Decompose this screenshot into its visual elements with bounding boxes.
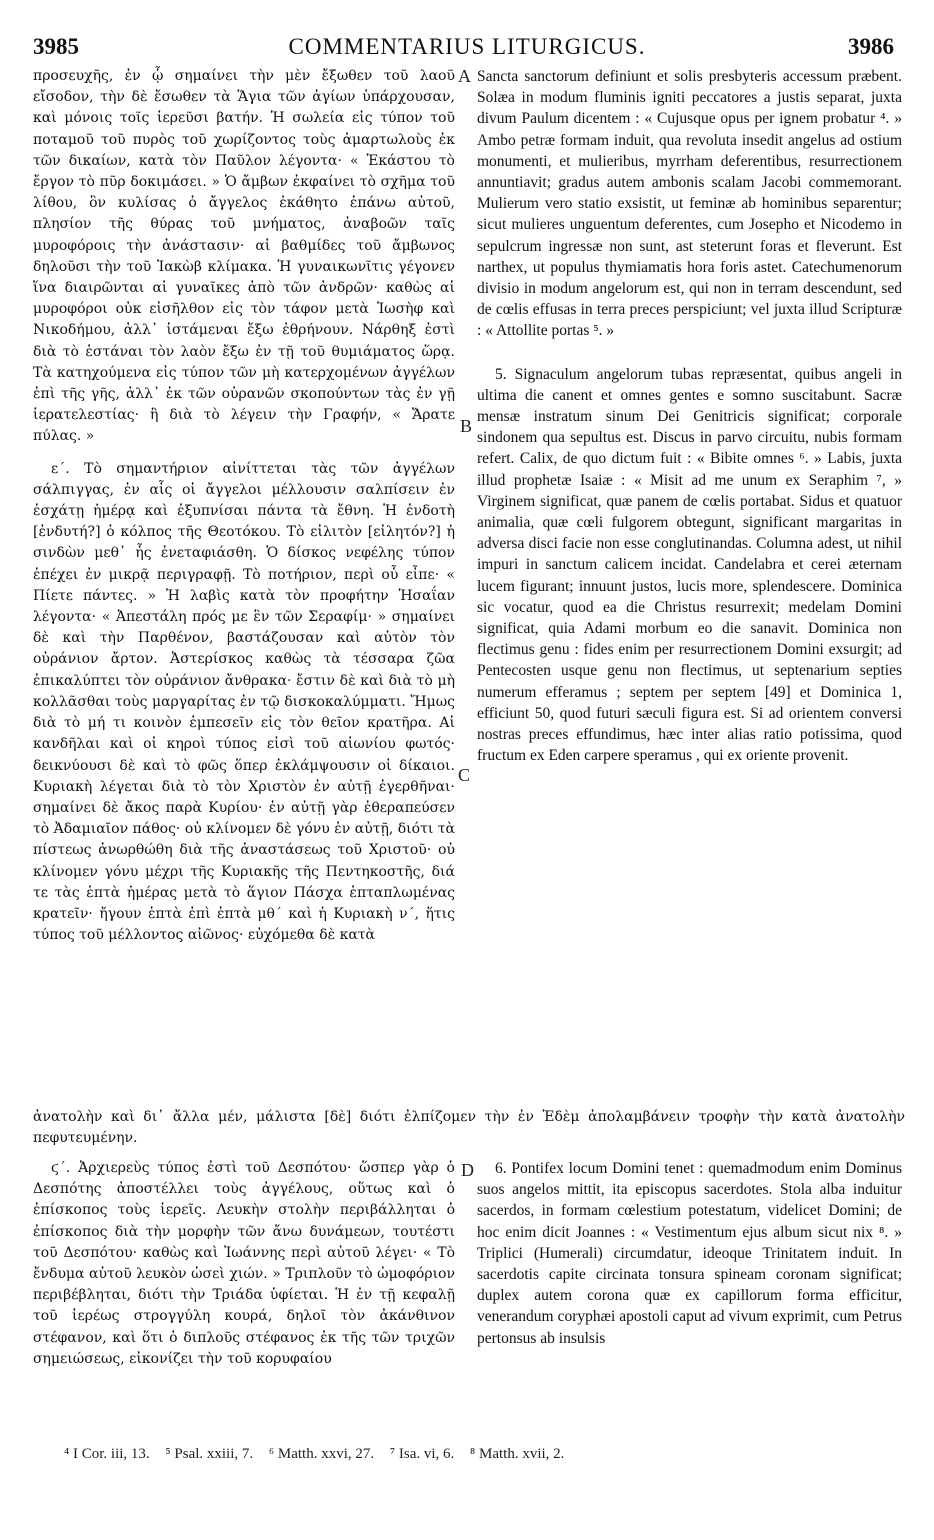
page-number-left: 3985: [33, 34, 79, 59]
margin-marker-b: B: [460, 416, 473, 436]
footnote-4: ⁴ I Cor. iii, 13.: [64, 1446, 150, 1462]
greek-paragraph-5: ε΄. Τὸ σημαντήριον αἰνίττεται τὰς τῶν ἀγγέλων σάλπιγγας, ἐν αἷς οἱ ἄγγελοι μέλλουσιν σαλπίσειν ἐν ἐσχάτῃ ἡμέρᾳ καὶ ἐξυπνίσαι πάντα τὰ ἔθνη. Ἡ ἐνδοτὴ [ἐνδυτή?] ὁ κόλπος τῆς Θεοτόκου. Τὸ εἰλιτὸν [εἰλητόν?] ἡ σινδὼν μεθ᾽ ἧς ἐνεταφιάσθη. Ὁ δίσκος νεφέλης τύπον ἐπέχει ἐν μικρᾷ περιγραφῇ. Τὸ ποτήριον, περὶ οὗ εἶπε· « Πίετε πάντες. » Ἡ λαβὶς κατὰ τὸν προφήτην Ἡσαΐαν λέγοντα· « Ἀπεστάλη πρός με ἓν τῶν Σεραφίμ· » σημαίνει δὲ καὶ τὴν Παρθένον, βαστάζουσαν καὶ αὐτὸν τὸν οὐράνιον ἄρτον. Ἀστερίσκος καθὼς τὰ τέσσαρα ζῶα ἐπικαλύπτει τὸν οὐράνιον ἄνθρακα· ἔστιν δὲ καὶ διὰ τὸ μὴ κολλᾶσθαι τοὺς μαργαρίτας ἐν τῷ δισκοκαλύμματι. Ἤμως διὰ τὸ μή τι κοινὸν ἐμπεσεῖν εἰς τὸν θεῖον κρατῆρα. Αἱ κανδῆλαι καὶ οἱ κηροὶ τύπος εἰσὶ τοῦ αἰωνίου φωτός· δεικνύουσι δὲ καὶ τὸ φῶς ὅπερ ἐκλάμψουσιν οἱ δίκαιοι. Κυριακὴ λέγεται διὰ τὸ τὸν Χριστὸν ἐν αὐτῇ ἐγερθῆναι· σημαίνει δὲ ἄκος παρὰ Κυρίου· ἐν αὐτῇ γὰρ ἐθεραπεύσεν τὸ Ἀδαμιαῖον πάθος· οὐ κλίνομεν δὲ γόνυ ἐν αὐτῇ, διότι τὰ πίστεως ἀνωρθώθη διὰ τῆς ἀναστάσεως τοῦ Χριστοῦ· οὐ κλίνομεν γόνυ μέχρι τῆς Κυριακῆς τῆς Πεντηκοστῆς, διά τε τὰς ἑπτὰ ἡμέρας μετὰ τὸ ἅγιον Πάσχα ἑπταπλωμένας κρατεῖν· ἤγουν ἑπτὰ ἐπὶ ἑπτὰ μθ΄ καὶ ἡ Κυριακὴ ν΄, ἥτις τύπος τοῦ μέλλοντος αἰῶνος· εὐχόμεθα δὲ κατὰ: [33, 460, 455, 944]
latin-paragraph-5: 5. Signaculum angelorum tubas repræsentat, quibus angeli in ultima die canent et omnes gentes e somno suscitabunt. Sacræ mensæ instratum sinum Dei Genitricis significat; corporale sindonem qua sepultus est. Discus in parvo circuitu, nubis formam refert. Calix, de quo dictum fuit : « Bibite omnes ⁶. » Labis, juxta illud prophetæ Isaiæ : « Misit ad me unum ex Seraphim ⁷, » Virginem significat, quæ panem de cœlis portabat. Sidus et quatuor animalia, quæ cœli fulgorem obtegunt, significant margaritas in adversa disci facie non esse conglutinandas. Columna adest, ut nihil impuri in sanctum calicem incidat. Candelabra et cerei æternam lucem figurant; innuunt justos, lucis more, splendescere. Dominica sic vocatur, quod ea die Christus resurrexit; medelam Domini significat, quia Adami morbum eo die sanavit. Dominica non flectimus genu : fides enim per resurrectionem Domini exsurgit; ad Pentecosten usque genu non flectimus, ut septenarium septies numerum efferamus ; septem per septem [49] et Dominica 1, efficiunt 50, quod futuri sæculi figura est. Si ad orientem conversi nostras preces effundimus, hæc inter alias ratio potissima, quod fructum ex Eden carpere speramus , qui ex oriente provenit.: [477, 365, 902, 765]
footnote-6: ⁶ Matth. xxvi, 27.: [268, 1446, 375, 1462]
page-number-right: 3986: [848, 34, 894, 59]
margin-marker-c: C: [458, 765, 471, 785]
footnote-8: ⁸ Matth. xvii, 2.: [470, 1446, 565, 1462]
margin-marker-d: D: [461, 1160, 474, 1180]
latin-paragraph-6: 6. Pontifex locum Domini tenet : quemadmodum enim Dominus suos angelos mittit, ita episcopus sacerdotes. Stola alba induitur sacerdos, in formam cœlestium potestatum, videlicet Domini; de hoc enim dicit Joannes : « Vestimentum ejus album sicut nix ⁸. » Triplici (Humerali) circumdatur, ideoque Trinitatem induit. In sacerdotis capite circinata tonsura spineam coronam significat; duplex autem corona quæ ex capillorum forma efficitur, venerandum coryphæi apostoli caput ad vivum exprimit, cum Petrus pertonsus ab insulsis: [477, 1160, 902, 1347]
latin-paragraph-4: Sancta sanctorum definiunt et solis presbyteris accessum præbent. Solæa in modum fluminis igniti peccatores a justis separat, juxta divum Paulum dicentem : « Cujusque opus per ignem probatur ⁴. » Ambo petræ formam induit, qua revoluta insedit angelus ad ostium monumenti, et mulieribus, myrrham deferentibus, resurrectionem annuntiavit; gradus autem ambonis scalam Jacobi commemorant. Mulierum vero statio exsistit, ut feminæ ab hominibus separentur; sicut mulieres unguentum deferentes, cum Josepho et Nicodemo in sepulcrum ingressæ non sunt, ast steterunt foras et fleverunt. Est narthex, ut populus thymiamatis hora foris astet. Catechumenorum divisio in modum angelorum est, qui non in terram descendunt, sed de cœlis effusas in terra preces perspiciunt; vel juxta illud Scripturæ : « Attollite portas ⁵. »: [477, 68, 902, 340]
running-title: COMMENTARIUS LITURGICUS.: [288, 34, 646, 59]
greek-paragraph-4: προσευχῆς, ἐν ᾧ σημαίνει τὴν μὲν ἔξωθεν τοῦ λαοῦ εἴσοδον, τὴν δὲ ἔσωθεν τὰ Ἅγια τῶν ἁγίων ὑπάρχουσαν, καὶ μόνοις τοῖς ἱερεῦσι βατήν. Ἡ σωλεία εἰς τύπον τοῦ ποταμοῦ τοῦ πυρὸς τοῦ χωρίζοντος τοὺς ἁμαρτωλοὺς ἐκ τῶν δικαίων, κατὰ τὸν Παῦλον λέγοντα· « Ἑκάστου τὸ ἔργον τὸ πῦρ δοκιμάσει. » Ὁ ἄμβων ἐκφαίνει τὸ σχῆμα τοῦ λίθου, ὃν κυλίσας ὁ ἄγγελος ἐκάθητο ἐπάνω αὐτοῦ, πλησίον τῆς θύρας τοῦ μνήματος, ἀναβοῶν ταῖς μυροφόροις τὴν ἀνάστασιν· αἱ βαθμίδες τοῦ ἄμβωνος δηλοῦσι τὴν τοῦ Ἰακὼβ κλίμακα. Ἡ γυναικωνῖτις γέγονεν ἵνα διαιρῶνται αἱ γυναῖκες ἀπὸ τῶν ἀνδρῶν· καθὼς αἱ μυροφόροι οὐκ εἰσῆλθον εἰς τὸν τάφον μετὰ Ἰωσὴφ καὶ Νικοδήμου, ἀλλ᾽ ἱστάμεναι ἔξω ἐθρήνουν. Νάρθηξ ἐστὶ διὰ τὸ ἑστάναι τὸν λαὸν ἔξω ἐν τῇ τοῦ θυμιάματος ὥρᾳ. Τὰ κατηχούμενα εἰς τύπον τῶν μὴ κατερχομένων ἀγγέλων ἐπὶ τῆς γῆς, ἀλλ᾽ ἐκ τῶν οὐρανῶν σκοπούντων τὰς ἐν γῇ ἱερατελεστίας· ἢ διὰ τὸ λέγειν τὴν Γραφήν, « Ἄρατε πύλας. »: [33, 68, 455, 445]
footnote-5: ⁵ Psal. xxiii, 7.: [165, 1446, 254, 1462]
latin-column-lower: [477, 1158, 902, 1428]
page-header: [0, 0, 934, 62]
footnotes: [64, 1446, 884, 1463]
greek-paragraph-6: ϛ΄. Ἀρχιερεὺς τύπος ἐστὶ τοῦ Δεσπότου· ὥσπερ γὰρ ὁ Δεσπότης ἀποστέλλει τοὺς ἀγγέλους, οὕτως καὶ ὁ ἐπίσκοπος τοὺς ἱερεῖς. Λευκὴν στολὴν περιβάλληται ὁ ἐπίσκοπος διὰ τὴν μορφὴν τῶν ἄνω δυνάμεων, τουτέστι τοῦ Δεσπότου· καθὼς καὶ Ἰωάννης περὶ αὐτοῦ λέγει· « Τὸ ἔνδυμα αὐτοῦ λευκὸν ὡσεὶ χιών. » Τριπλοῦν τὸ ὠμοφόριον περιβέβληται, διότι τὴν Τριάδα ὑφίεται. Ἡ ἐν τῇ κεφαλῇ τοῦ ἱερέως στρογγύλη κουρά, δηλοῖ τὸν ἀκάνθινον στέφανον, καὶ ὅτι ὁ διπλοῦς στέφανος ἐκ τῆς τῶν τριχῶν σημειώσεως, εἰκονίζει τὴν τοῦ κορυφαίου: [33, 1160, 455, 1367]
greek-spanning-line: ἀνατολὴν καὶ δι᾽ ἄλλα μέν, μάλιστα [δὲ] διότι ἐλπίζομεν τὴν ἐν Ἐδὲμ ἀπολαμβάνειν τροφὴν τὴν κατὰ ἀνατολὴν πεφυτευμένην.: [33, 1109, 905, 1147]
footnote-7: ⁷ Isa. vi, 6.: [389, 1446, 455, 1462]
greek-column-lower: [33, 1158, 455, 1428]
margin-marker-a: A: [458, 66, 471, 86]
